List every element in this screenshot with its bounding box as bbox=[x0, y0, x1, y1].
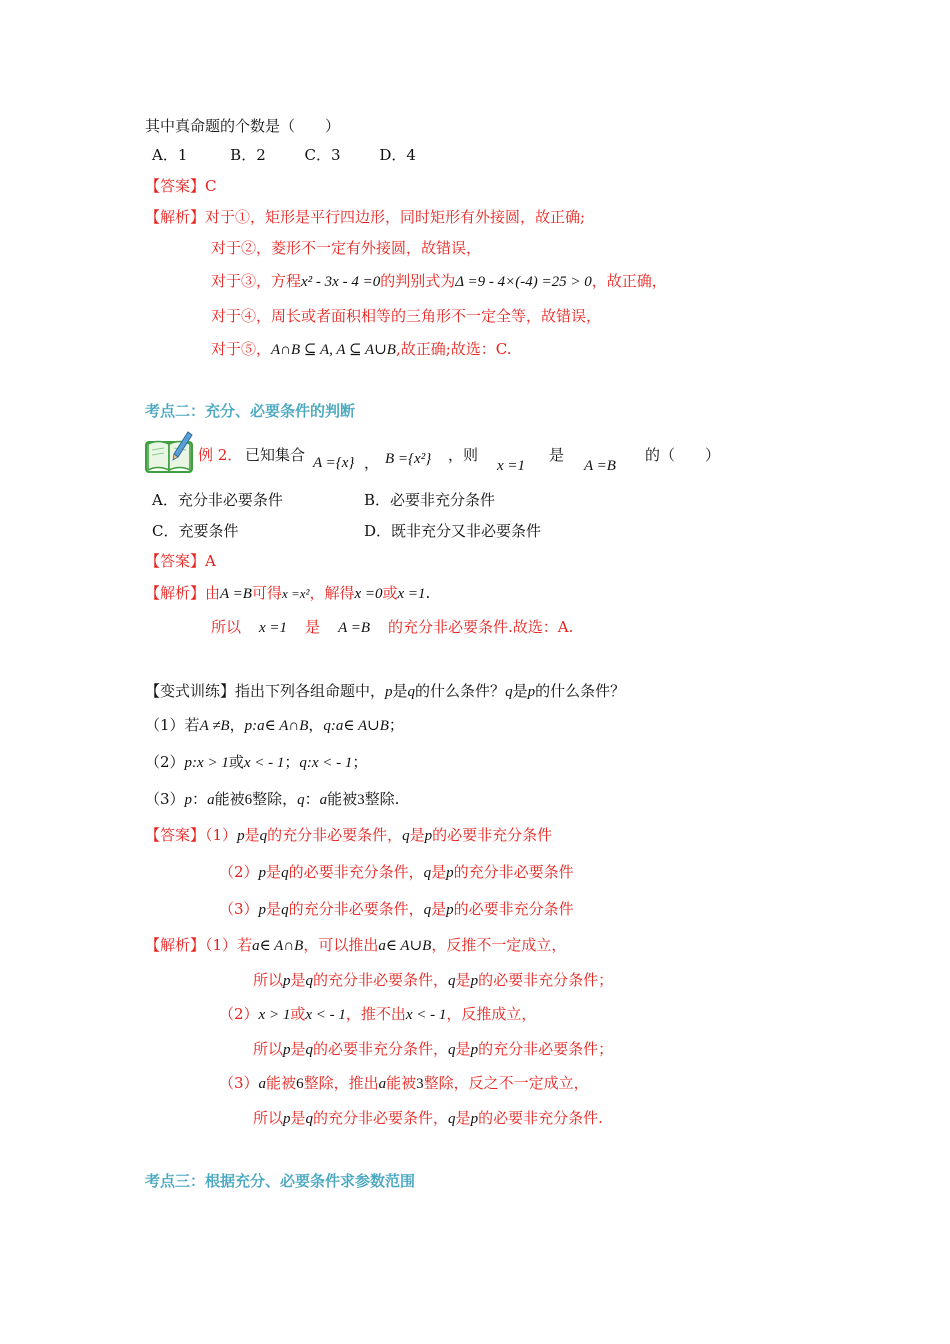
book-pencil-icon bbox=[144, 428, 196, 474]
answer-text: 是 bbox=[409, 826, 425, 844]
analysis-text: 是 bbox=[290, 971, 306, 989]
var-q: q bbox=[505, 684, 513, 700]
item-number: （3） bbox=[145, 790, 185, 808]
ex2-option-a: A．充分非必要条件 bbox=[152, 491, 283, 509]
answer-text: 的必要非充分条件， bbox=[288, 863, 424, 881]
var-p: p bbox=[283, 1111, 291, 1127]
var-p: p bbox=[446, 865, 454, 881]
analysis-text: 的必要非充分条件. bbox=[478, 1109, 603, 1127]
var-a: a bbox=[258, 1076, 267, 1092]
ex2-set-a: A ={x} bbox=[313, 455, 355, 471]
item-number: （2） bbox=[219, 1005, 259, 1023]
analysis-text: 所以 bbox=[253, 1109, 284, 1127]
analysis-text: 对于①，矩形是平行四边形，同时矩形有外接圆，故正确; bbox=[205, 208, 586, 226]
math-expr: x < - 1 bbox=[243, 755, 285, 771]
stem-text: 的什么条件？ bbox=[535, 682, 626, 700]
analysis-text: ，故正确， bbox=[591, 272, 667, 290]
analysis-text: 的判别式为 bbox=[380, 272, 456, 290]
analysis-text: ，解得 bbox=[309, 584, 355, 602]
var-q: q bbox=[407, 684, 416, 700]
var-q: q bbox=[305, 1042, 314, 1058]
analysis-text: 的必要非充分条件， bbox=[313, 1040, 449, 1058]
item-text: 若 bbox=[184, 716, 200, 734]
math-expr: x =x² bbox=[281, 586, 310, 601]
variant-answer-1 bbox=[145, 824, 552, 847]
math-expr: x =1 bbox=[397, 586, 426, 602]
analysis-text: 的充分非必要条件.故选：A. bbox=[388, 618, 574, 636]
analysis-tag: 【解析】 bbox=[145, 936, 206, 954]
q1-analysis-line-2: 对于②，菱形不一定有外接圆，故错误， bbox=[211, 239, 482, 257]
analysis-text: 整除，推出 bbox=[303, 1074, 379, 1092]
variant-analysis-2 bbox=[253, 969, 613, 992]
number: 3 bbox=[416, 1076, 424, 1092]
answer-value: C bbox=[205, 177, 217, 195]
item-number: （1） bbox=[205, 936, 238, 954]
item-number: （2） bbox=[145, 753, 185, 771]
number: 3 bbox=[357, 792, 365, 808]
ex2-set-b: B ={x²} bbox=[385, 451, 432, 467]
ex2-tail: 的（ ） bbox=[645, 446, 721, 464]
item-number: （3） bbox=[219, 1074, 259, 1092]
math-expr: a∈ A∩B bbox=[252, 938, 304, 954]
ex2-answer bbox=[145, 550, 216, 572]
equation: x² - 3x - 4 =0 bbox=[301, 274, 381, 290]
math-expr: p:a∈ A∩B bbox=[244, 718, 309, 734]
item-text: ； bbox=[284, 753, 300, 771]
variant-item-3 bbox=[145, 788, 399, 811]
analysis-text: 的充分非必要条件， bbox=[313, 971, 449, 989]
analysis-text: 或 bbox=[290, 1005, 306, 1023]
item-text: ； bbox=[388, 716, 404, 734]
analysis-text: 若 bbox=[237, 936, 253, 954]
variant-tag: 【变式训练】 bbox=[145, 682, 236, 700]
stem-text: 指出下列各组命题中， bbox=[235, 682, 386, 700]
math-expr: q:x < - 1 bbox=[299, 755, 353, 771]
item-number: （1） bbox=[145, 716, 185, 734]
analysis-text: ，反推成立， bbox=[446, 1005, 537, 1023]
var-p: p bbox=[470, 973, 479, 989]
item-text: ： bbox=[192, 790, 208, 808]
item-number: （2） bbox=[219, 863, 259, 881]
math-expr: A ≠B bbox=[199, 718, 230, 734]
section-title: 考点三：根据充分、必要条件求参数范围 bbox=[145, 1172, 416, 1190]
var-p: p bbox=[446, 902, 454, 918]
var-q: q bbox=[281, 902, 289, 918]
var-q: q bbox=[402, 828, 410, 844]
analysis-text: 是 bbox=[290, 1040, 306, 1058]
item-text: ， bbox=[308, 716, 324, 734]
q1-option-c: C．3 bbox=[304, 146, 341, 164]
answer-tag: 【答案】 bbox=[145, 826, 206, 844]
stem-text: 的什么条件？ bbox=[415, 682, 506, 700]
math-expr: x < - 1 bbox=[305, 1007, 346, 1023]
answer-text: 的充分非必要条件， bbox=[288, 900, 424, 918]
var-p: p bbox=[470, 1042, 479, 1058]
analysis-text: 所以 bbox=[253, 1040, 284, 1058]
analysis-text: 的必要非充分条件； bbox=[478, 971, 614, 989]
variant-analysis-3 bbox=[219, 1003, 536, 1026]
math-expr: x < - 1 bbox=[405, 1007, 447, 1023]
variant-item-2 bbox=[145, 751, 367, 774]
answer-tag: 【答案】 bbox=[145, 552, 206, 570]
ex2-condition: x =1 bbox=[497, 458, 526, 474]
q1-option-b: B．2 bbox=[230, 146, 266, 164]
answer-text: 的充分非必要条件 bbox=[453, 863, 574, 881]
ex2-label: 例 2． bbox=[198, 446, 243, 464]
var-q: q bbox=[259, 828, 268, 844]
item-number: （3） bbox=[219, 900, 259, 918]
item-text: 或 bbox=[228, 753, 244, 771]
math-expr: x =0 bbox=[354, 586, 383, 602]
ex2-option-c: C．充要条件 bbox=[152, 522, 239, 540]
var-p: p bbox=[237, 828, 245, 844]
answer-tag: 【答案】 bbox=[145, 177, 206, 195]
var-q: q bbox=[305, 973, 314, 989]
analysis-text: 能被 bbox=[386, 1074, 417, 1092]
var-a: a bbox=[378, 1076, 387, 1092]
var-p: p bbox=[184, 792, 193, 808]
var-q: q bbox=[448, 1111, 456, 1127]
var-p: p bbox=[385, 684, 393, 700]
variant-analysis-6 bbox=[253, 1107, 603, 1130]
ex2-analysis-line-2 bbox=[211, 616, 573, 639]
analysis-text: 的充分非必要条件， bbox=[313, 1109, 449, 1127]
analysis-text: ，反推不一定成立， bbox=[431, 936, 567, 954]
ex2-comma: ， bbox=[364, 454, 380, 472]
q1-option-a: A．1 bbox=[152, 146, 188, 164]
answer-text: 的必要非充分条件 bbox=[453, 900, 574, 918]
item-text: ； bbox=[352, 753, 368, 771]
answer-text: 是 bbox=[244, 826, 260, 844]
item-text: ： bbox=[304, 790, 320, 808]
analysis-text: 所以 bbox=[253, 971, 284, 989]
var-a: a bbox=[207, 792, 215, 808]
item-text: 整除， bbox=[252, 790, 298, 808]
var-p: p bbox=[283, 1042, 291, 1058]
analysis-text: 是 bbox=[455, 971, 471, 989]
discriminant: Δ =9 - 4×(-4) =25 > 0 bbox=[455, 274, 592, 290]
var-q: q bbox=[297, 792, 305, 808]
math-expr: x > 1 bbox=[258, 1007, 291, 1023]
q1-option-d: D．4 bbox=[379, 146, 416, 164]
var-q: q bbox=[305, 1111, 314, 1127]
stem-text: 是 bbox=[512, 682, 528, 700]
answer-text: 的必要非充分条件 bbox=[432, 826, 553, 844]
var-p: p bbox=[470, 1111, 479, 1127]
ex2-option-d: D．既非充分又非必要条件 bbox=[364, 522, 542, 540]
variant-analysis-4 bbox=[253, 1038, 613, 1061]
answer-text: 是 bbox=[431, 863, 447, 881]
ex2-then: ，则 bbox=[448, 446, 479, 464]
math-expr: q:a∈ A∪B bbox=[323, 718, 389, 734]
analysis-text: 所以 bbox=[211, 618, 242, 636]
item-text: 整除. bbox=[364, 790, 400, 808]
var-a: a bbox=[319, 792, 328, 808]
ex2-option-b: B．必要非充分条件 bbox=[364, 491, 496, 509]
q1-stem: 其中真命题的个数是（ ） bbox=[145, 117, 341, 135]
analysis-text: 的充分非必要条件； bbox=[478, 1040, 614, 1058]
item-number: （1） bbox=[205, 826, 238, 844]
analysis-text: 或 bbox=[382, 584, 398, 602]
q1-analysis-line-3 bbox=[211, 270, 667, 293]
answer-text: 是 bbox=[266, 863, 282, 881]
item-text: ， bbox=[229, 716, 245, 734]
stem-text: 是 bbox=[392, 682, 408, 700]
analysis-text: 是 bbox=[455, 1109, 471, 1127]
q1-options bbox=[152, 144, 416, 166]
ex2-analysis-line-1 bbox=[145, 582, 430, 605]
analysis-text: 能被 bbox=[266, 1074, 297, 1092]
var-q: q bbox=[281, 865, 289, 881]
analysis-tag: 【解析】 bbox=[145, 208, 206, 226]
number: 6 bbox=[296, 1076, 304, 1092]
var-q: q bbox=[448, 1042, 456, 1058]
ex2-conclusion: A =B bbox=[584, 458, 616, 474]
var-p: p bbox=[424, 828, 433, 844]
item-text: 能被 bbox=[327, 790, 358, 808]
math-expr: p:x > 1 bbox=[184, 755, 229, 771]
ex2-stem-a: 已知集合 bbox=[245, 446, 306, 464]
analysis-text: 是 bbox=[305, 618, 321, 636]
analysis-text: 是 bbox=[455, 1040, 471, 1058]
var-q: q bbox=[448, 973, 456, 989]
q1-analysis-line-4: 对于④，周长或者面积相等的三角形不一定全等，故错误， bbox=[211, 307, 602, 325]
section-title: 考点二：充分、必要条件的判断 bbox=[145, 402, 356, 420]
variant-analysis-1 bbox=[145, 934, 566, 957]
answer-text: 是 bbox=[266, 900, 282, 918]
analysis-tag: 【解析】 bbox=[145, 584, 206, 602]
answer-text: 的充分非必要条件， bbox=[267, 826, 403, 844]
math-expr: A =B bbox=[220, 586, 252, 602]
var-q: q bbox=[423, 865, 432, 881]
var-p: p bbox=[283, 973, 291, 989]
q1-answer bbox=[145, 175, 217, 197]
analysis-text: 由 bbox=[205, 584, 221, 602]
variant-answer-2 bbox=[219, 861, 574, 884]
answer-value: A bbox=[205, 552, 216, 570]
math-expr: a∈ A∪B bbox=[378, 938, 432, 954]
answer-text: 是 bbox=[431, 900, 447, 918]
analysis-text: 可得 bbox=[251, 584, 282, 602]
analysis-text: 整除，反之不一定成立， bbox=[423, 1074, 589, 1092]
variant-item-1 bbox=[145, 714, 404, 737]
item-text: 能被 bbox=[214, 790, 245, 808]
variant-analysis-5 bbox=[219, 1072, 589, 1095]
var-p: p bbox=[258, 865, 267, 881]
variant-answer-3 bbox=[219, 898, 574, 921]
q1-analysis-line-1 bbox=[145, 206, 585, 228]
analysis-text: . bbox=[425, 584, 431, 602]
var-p: p bbox=[258, 902, 267, 918]
analysis-text: 是 bbox=[290, 1109, 306, 1127]
variant-stem bbox=[145, 680, 625, 703]
set-relation: A∩B ⊆ A, A ⊆ A∪B bbox=[271, 342, 396, 358]
number: 6 bbox=[244, 792, 253, 808]
analysis-text: ,故正确;故选：C. bbox=[395, 340, 512, 358]
analysis-text: 对于③，方程 bbox=[211, 272, 302, 290]
analysis-text: ，推不出 bbox=[345, 1005, 406, 1023]
analysis-text: 对于⑤， bbox=[211, 340, 272, 358]
math-expr: A =B bbox=[338, 620, 370, 636]
var-q: q bbox=[423, 902, 432, 918]
analysis-text: ，可以推出 bbox=[303, 936, 379, 954]
var-p: p bbox=[527, 684, 536, 700]
math-expr: x =1 bbox=[259, 620, 288, 636]
ex2-is: 是 bbox=[549, 446, 565, 464]
q1-analysis-line-5 bbox=[211, 338, 512, 361]
